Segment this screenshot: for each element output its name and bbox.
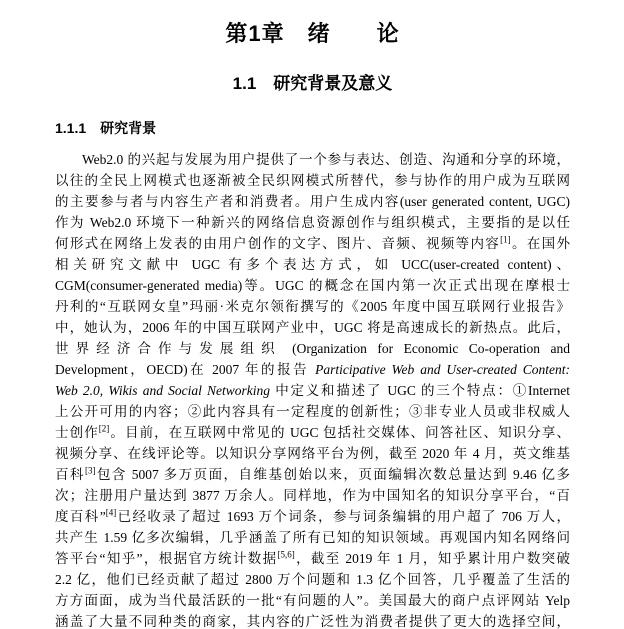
body-text: 答平台“知乎”，根据官方统计数据 [55,551,278,566]
text-line [55,212,570,233]
report-title-text: Web 2.0, Wikis and Social Networking [55,383,271,398]
body-text: 相关研究文献中 UGC 有多个表达方式，如 UCC(user-created content)、 [55,257,570,272]
body-text: 世界经济合作与发展组织 (Organization for Economic Co-operation and [55,341,570,356]
text-line [55,380,570,401]
body-text: 已经收录了超过 1693 万个词条，参与词条编辑的用户超了 706 万人， [116,509,570,524]
text-line [55,485,570,506]
text-line [55,254,570,275]
citation-ref: [1] [500,234,511,245]
chapter-title: 第1章 绪 论 [225,21,400,46]
body-text: 中，她认为，2006 年的中国互联网产业中，UGC 将是高速成长的新热点。此后， [55,320,570,335]
body-text: 中定义和描述了 UGC 的三个特点：①Internet [270,383,570,398]
section-title: 1.1 研究背景及意义 [232,74,393,93]
body-text: CGM(consumer-generated media)等。UGC 的概念在国内第一次正式出现在摩根士 [55,278,570,293]
subsection-title: 1.1.1 研究背景 [55,120,157,136]
text-line [55,590,570,611]
body-text: Development，OECD)在 2007 年的报告 [55,362,316,377]
text-line [55,296,570,317]
text-line [55,443,570,464]
body-text: 2.2 亿，他们已经贡献了超过 2800 万个问题和 1.3 亿个回答，几乎覆盖了生活的 [55,572,570,587]
citation-ref: [4] [105,507,117,518]
body-text: 。在国外 [510,236,570,251]
body-text: 视频分享、在线评论等。以知识分享网络平台为例，截至 2020 年 4 月，英文维基 [55,446,570,461]
text-line [55,191,570,212]
body-text: 何形式在网络上发表的由用户创作的文字、图片、音频、视频等内容 [55,236,501,251]
citation-ref: [3] [84,465,96,476]
report-title-text: Participative Web and User-created Content: [315,362,570,377]
body-text: 涵盖了大量不同种类的商家，其内容的广泛性为消费者提供了更大的选择空间， [55,614,570,629]
text-line [55,317,570,338]
text-line [55,527,570,548]
text-line [55,338,570,359]
text-line [55,422,570,443]
text-line [55,233,570,254]
text-line [55,611,570,629]
body-text: Web2.0 的兴起与发展为用户提供了一个参与表达、创造、沟通和分享的环境， [82,152,570,167]
body-text: 。目前，在互联网中常见的 UGC 包括社交媒体、问答社区、知识分享、 [109,425,570,440]
text-line [55,170,570,191]
body-text: 以往的全民上网模式也逐渐被全民织网模式所替代，参与协作的用户成为互联网 [55,173,570,188]
text-line [55,548,570,569]
text-line [55,275,570,296]
citation-ref: [5,6] [277,549,295,560]
text-line [55,401,570,422]
text-line [55,569,570,590]
body-text: 的主要参与者与内容生产者和消费者。用户生成内容(user generated content, UGC) [55,194,570,209]
body-paragraph [55,149,570,629]
body-text: 百科 [55,467,85,482]
body-text: 方方面面，成为当代最活跃的一批“有问题的人”。美国最大的商户点评网站 Yelp [55,593,570,608]
body-text: 士创作 [55,425,99,440]
citation-ref: [2] [98,423,110,434]
body-text: 共产生 1.59 亿多次编辑，几乎涵盖了所有已知的知识领域。再观国内知名网络问 [55,530,570,545]
text-line [55,359,570,380]
body-text: 作为 Web2.0 环境下一种新兴的网络信息资源创作与组织模式，主要指的是以任 [55,215,570,230]
text-line [55,464,570,485]
body-text: 包含 5007 多万页面，自维基创始以来，页面编辑次数总量达到 9.46 亿多 [95,467,570,482]
body-text: 丹利的“互联网女皇”玛丽·米克尔领衔撰写的《2005 年度中国互联网行业报告》 [55,299,570,314]
body-text: ，截至 2019 年 1 月，知乎累计用户数突破 [294,551,570,566]
body-text: 次；注册用户量达到 3877 万余人。同样地，作为中国知名的知识分享平台，“百 [55,488,570,503]
text-line [55,149,570,170]
text-line [55,506,570,527]
body-text: 度百科” [55,509,106,524]
body-text: 上公开可用的内容；②此内容具有一定程度的创新性；③非专业人员或非权威人 [55,404,570,419]
